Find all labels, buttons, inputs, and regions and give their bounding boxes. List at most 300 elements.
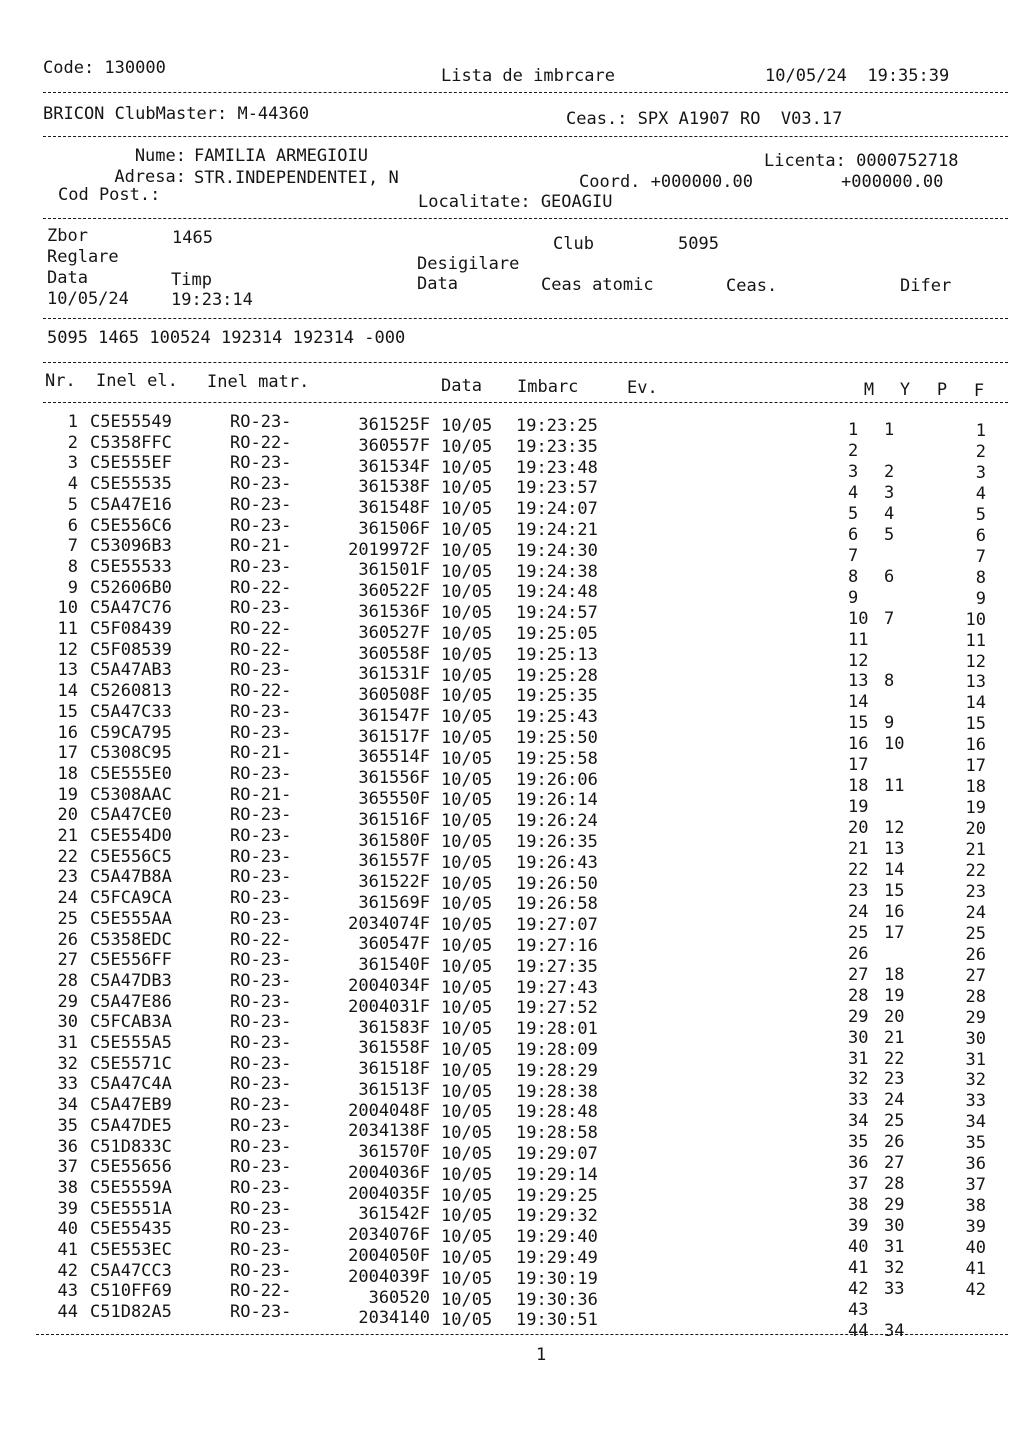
rank-y: 19 <box>884 985 905 1006</box>
basketing-time: 19:24:48 <box>516 582 598 603</box>
locality-label: Localitate: GEOAGIU <box>418 192 613 212</box>
electronic-ring-id: C5FCA9CA <box>90 888 172 909</box>
rank-m: 24 <box>848 901 869 922</box>
basketing-date: 10/05 <box>441 416 493 436</box>
rank-f: 25 <box>965 923 986 944</box>
rank-y: 15 <box>884 880 905 901</box>
electronic-ring-id: C5308C95 <box>90 743 172 764</box>
basketing-date: 10/05 <box>441 624 493 644</box>
ring-number: 361557F <box>358 851 430 872</box>
basketing-date: 10/05 <box>441 665 493 686</box>
rank-y: 12 <box>884 818 905 838</box>
basketing-time: 19:28:01 <box>516 1019 598 1040</box>
rank-y: 6 <box>884 566 895 587</box>
rank-m: 26 <box>848 943 869 964</box>
rank-y: 27 <box>884 1153 905 1174</box>
ring-order-number: 16 <box>57 722 78 743</box>
rank-f: 1 <box>975 421 986 441</box>
clubmaster-label: BRICON ClubMaster: M-44360 <box>43 104 310 124</box>
col-header-f: F <box>973 381 985 401</box>
basketing-time: 19:24:30 <box>516 540 598 561</box>
basketing-time: 19:23:57 <box>516 478 598 499</box>
rank-f: 36 <box>965 1154 986 1175</box>
clock-column-label: Ceas. <box>726 276 778 296</box>
code-label: Code: 130000 <box>43 58 166 78</box>
electronic-ring-id: C51D82A5 <box>90 1302 172 1323</box>
basketing-time: 19:25:28 <box>516 665 598 686</box>
ring-order-number: 11 <box>57 619 78 639</box>
electronic-ring-id: C5E55535 <box>90 474 172 495</box>
ring-prefix: RO-23- <box>230 494 292 515</box>
basketing-time: 19:26:35 <box>516 832 598 852</box>
ring-number: 361536F <box>358 602 430 622</box>
basketing-date: 10/05 <box>441 811 493 832</box>
ring-prefix: RO-23- <box>230 1157 292 1178</box>
postal-code-label: Cod Post.: <box>58 185 161 205</box>
name-label: Nume: <box>134 146 186 166</box>
ring-number: 360527F <box>358 622 430 643</box>
ring-number: 361542F <box>358 1204 430 1225</box>
rank-m: 17 <box>848 755 869 776</box>
ring-prefix: RO-23- <box>230 453 292 474</box>
basketing-time: 19:30:36 <box>516 1289 598 1310</box>
ring-order-number: 42 <box>57 1260 78 1281</box>
ring-order-number: 12 <box>57 639 78 660</box>
ring-order-number: 8 <box>67 556 78 577</box>
electronic-ring-id: C5A47AB3 <box>90 660 172 681</box>
basketing-time: 19:27:16 <box>516 936 598 956</box>
rank-y: 1 <box>884 420 895 440</box>
rank-y: 26 <box>884 1132 905 1153</box>
basketing-date: 10/05 <box>441 1268 493 1289</box>
col-header-date: Data <box>441 376 482 396</box>
basketing-time: 19:24:38 <box>516 561 598 582</box>
rank-y: 11 <box>884 776 905 797</box>
electronic-ring-id: C5A47CE0 <box>90 805 172 826</box>
electronic-ring-id: C5E55533 <box>90 556 172 577</box>
ring-number: 361569F <box>358 892 430 913</box>
ring-number: 361518F <box>358 1059 430 1079</box>
ring-prefix: RO-23- <box>230 556 292 577</box>
rank-f: 30 <box>965 1028 986 1049</box>
ring-number: 361583F <box>358 1017 430 1038</box>
separator-line <box>36 1334 1008 1335</box>
rank-m: 34 <box>848 1111 869 1132</box>
rank-m: 14 <box>848 692 869 713</box>
rank-m: 27 <box>848 964 869 985</box>
name-value: FAMILIA ARMEGIOIU <box>194 146 368 166</box>
rank-y: 29 <box>884 1195 905 1216</box>
basketing-time: 19:26:43 <box>516 852 598 873</box>
ring-order-number: 30 <box>57 1012 78 1033</box>
ring-prefix: RO-23- <box>230 412 292 432</box>
electronic-ring-id: C5A47DE5 <box>90 1115 172 1136</box>
ring-number: 2004039F <box>348 1266 430 1287</box>
electronic-ring-id: C5A47C4A <box>90 1074 172 1095</box>
ring-order-number: 13 <box>57 660 78 681</box>
set-label: Reglare <box>47 247 119 267</box>
basketing-time: 19:24:21 <box>516 520 598 540</box>
rank-m: 10 <box>848 608 869 629</box>
basketing-time: 19:26:14 <box>516 790 598 811</box>
col-header-event: Ev. <box>627 378 658 398</box>
rank-f: 11 <box>965 630 986 651</box>
rank-f: 23 <box>965 881 986 902</box>
ring-number: 365550F <box>358 788 430 809</box>
rank-f: 17 <box>965 756 986 777</box>
ring-order-number: 25 <box>57 908 78 929</box>
basketing-date: 10/05 <box>441 1227 493 1248</box>
basketing-time: 19:25:35 <box>516 686 598 707</box>
rank-f: 35 <box>965 1133 986 1154</box>
electronic-ring-id: C5E55435 <box>90 1219 172 1240</box>
ring-prefix: RO-23- <box>230 1240 292 1260</box>
basketing-time: 19:25:05 <box>516 624 598 644</box>
ring-order-number: 35 <box>57 1115 78 1136</box>
set-date-label: Data <box>47 268 88 288</box>
rank-m: 35 <box>848 1132 869 1153</box>
ring-number: 361547F <box>358 705 430 726</box>
basketing-time: 19:26:58 <box>516 894 598 915</box>
electronic-ring-id: C5E55549 <box>90 412 172 432</box>
ring-prefix: RO-23- <box>230 1198 292 1219</box>
rank-f: 42 <box>965 1279 986 1300</box>
rank-m: 8 <box>848 566 859 587</box>
license-label: Licenta: 0000752718 <box>764 151 959 171</box>
ring-prefix: RO-22- <box>230 639 292 660</box>
unseal-label: Desigilare <box>417 254 520 274</box>
basketing-date: 10/05 <box>441 561 493 582</box>
basketing-time: 19:26:50 <box>516 873 598 894</box>
ring-number: 360520 <box>368 1287 430 1308</box>
electronic-ring-id: C52606B0 <box>90 577 172 598</box>
rank-f: 40 <box>965 1238 986 1258</box>
ring-prefix: RO-23- <box>230 908 292 929</box>
ring-order-number: 36 <box>57 1136 78 1157</box>
basketing-time: 19:23:35 <box>516 436 598 457</box>
rank-f: 33 <box>965 1091 986 1112</box>
ring-order-number: 17 <box>57 743 78 764</box>
ring-number: 2004036F <box>348 1162 430 1183</box>
basketing-time: 19:28:38 <box>516 1081 598 1102</box>
rank-m: 15 <box>848 713 869 734</box>
basketing-date: 10/05 <box>441 1164 493 1185</box>
ring-number: 360557F <box>358 435 430 456</box>
rank-m: 29 <box>848 1006 869 1027</box>
electronic-ring-id: C53096B3 <box>90 536 172 557</box>
basketing-time: 19:25:58 <box>516 748 598 769</box>
rank-m: 22 <box>848 860 869 880</box>
basketing-date: 10/05 <box>441 478 493 499</box>
ring-number: 361540F <box>358 955 430 976</box>
ring-prefix: RO-23- <box>230 515 292 536</box>
electronic-ring-id: C5E554D0 <box>90 826 172 846</box>
ring-number: 361506F <box>358 518 430 539</box>
electronic-ring-id: C5A47B8A <box>90 867 172 888</box>
print-datetime: 10/05/24 19:35:39 <box>765 66 950 86</box>
ring-number: 361534F <box>358 456 430 477</box>
ring-order-number: 27 <box>57 950 78 971</box>
ring-order-number: 34 <box>57 1095 78 1116</box>
rank-y: 4 <box>884 503 895 524</box>
rank-f: 6 <box>975 525 986 546</box>
ring-number: 361501F <box>358 560 430 581</box>
electronic-ring-id: C5E553EC <box>90 1240 172 1260</box>
ring-number: 2034140 <box>358 1308 430 1329</box>
rank-y: 9 <box>884 713 895 734</box>
basketing-date: 10/05 <box>441 457 493 478</box>
electronic-ring-id: C5358EDC <box>90 929 172 950</box>
rank-f: 27 <box>965 965 986 986</box>
electronic-ring-id: C5E556C6 <box>90 515 172 536</box>
clock-label: Ceas.: SPX A1907 RO V03.17 <box>566 109 843 129</box>
basketing-time: 19:29:40 <box>516 1227 598 1248</box>
ring-prefix: RO-22- <box>230 1281 292 1302</box>
rank-f: 39 <box>965 1217 986 1238</box>
rank-m: 13 <box>848 671 869 692</box>
basketing-date: 10/05 <box>441 603 493 624</box>
basketing-time: 19:26:24 <box>516 811 598 832</box>
basketing-date: 10/05 <box>441 1144 493 1164</box>
electronic-ring-id: C5A47EB9 <box>90 1095 172 1116</box>
rank-y: 20 <box>884 1006 905 1027</box>
rank-m: 2 <box>848 440 859 461</box>
ring-number: 361570F <box>358 1142 430 1163</box>
rank-y: 33 <box>884 1278 905 1299</box>
electronic-ring-id: C5F08439 <box>90 619 172 639</box>
rank-f: 19 <box>965 798 986 819</box>
ring-order-number: 2 <box>67 432 78 453</box>
flight-value: 1465 <box>172 228 213 248</box>
basketing-date: 10/05 <box>441 436 493 457</box>
rank-m: 23 <box>848 880 869 901</box>
rank-m: 9 <box>848 587 859 608</box>
basketing-time: 19:30:51 <box>516 1310 598 1331</box>
ring-order-number: 40 <box>57 1219 78 1240</box>
basketing-date: 10/05 <box>441 728 493 748</box>
rank-m: 6 <box>848 524 859 545</box>
ring-number: 361548F <box>358 498 430 519</box>
rank-f: 41 <box>965 1259 986 1279</box>
ring-prefix: RO-23- <box>230 826 292 846</box>
ring-order-number: 39 <box>57 1198 78 1219</box>
electronic-ring-id: C5E555AA <box>90 908 172 929</box>
basketing-date: 10/05 <box>441 520 493 540</box>
ring-number: 360547F <box>358 934 430 955</box>
ring-prefix: RO-23- <box>230 991 292 1012</box>
rank-f: 12 <box>965 651 986 672</box>
basketing-date: 10/05 <box>441 1206 493 1227</box>
basketing-date: 10/05 <box>441 852 493 873</box>
rank-f: 29 <box>965 1007 986 1028</box>
basketing-date: 10/05 <box>441 956 493 977</box>
rank-m: 41 <box>848 1258 869 1278</box>
ring-prefix: RO-23- <box>230 1260 292 1281</box>
rank-f: 3 <box>975 462 986 483</box>
ring-prefix: RO-23- <box>230 763 292 784</box>
ring-order-number: 29 <box>57 991 78 1012</box>
ring-order-number: 9 <box>67 577 78 598</box>
ring-prefix: RO-23- <box>230 722 292 743</box>
rank-y: 25 <box>884 1111 905 1132</box>
ring-order-number: 20 <box>57 805 78 826</box>
rank-f: 20 <box>965 819 986 839</box>
rank-y: 23 <box>884 1069 905 1090</box>
rank-f: 14 <box>965 693 986 714</box>
rank-m: 44 <box>848 1320 869 1341</box>
rank-f: 13 <box>965 672 986 693</box>
ring-prefix: RO-22- <box>230 681 292 702</box>
rank-m: 33 <box>848 1090 869 1111</box>
club-value: 5095 <box>678 234 719 254</box>
rank-y: 21 <box>884 1027 905 1048</box>
rank-f: 15 <box>965 714 986 735</box>
ring-number: 2019972F <box>348 539 430 560</box>
rank-y: 24 <box>884 1090 905 1111</box>
rank-y: 30 <box>884 1216 905 1237</box>
basketing-date: 10/05 <box>441 1102 493 1123</box>
basketing-time: 19:29:25 <box>516 1185 598 1206</box>
rank-m: 19 <box>848 797 869 818</box>
electronic-ring-id: C5A47CC3 <box>90 1260 172 1281</box>
rank-m: 18 <box>848 776 869 797</box>
rank-m: 3 <box>848 461 859 482</box>
rank-y: 18 <box>884 964 905 985</box>
basketing-time: 19:25:50 <box>516 728 598 748</box>
coordinates-second: +000000.00 <box>841 172 944 192</box>
electronic-ring-id: C5F08539 <box>90 639 172 660</box>
basketing-time: 19:27:35 <box>516 956 598 977</box>
electronic-ring-id: C5A47E16 <box>90 494 172 515</box>
rank-m: 7 <box>848 545 859 566</box>
electronic-ring-id: C5A47C76 <box>90 598 172 619</box>
rank-y: 17 <box>884 922 905 943</box>
ring-prefix: RO-23- <box>230 1053 292 1074</box>
basketing-date: 10/05 <box>441 499 493 520</box>
rank-m: 30 <box>848 1027 869 1048</box>
electronic-ring-id: C5260813 <box>90 681 172 702</box>
basketing-date: 10/05 <box>441 686 493 707</box>
ring-order-number: 41 <box>57 1240 78 1260</box>
unseal-date-label: Data <box>417 274 458 294</box>
basketing-date: 10/05 <box>441 769 493 790</box>
rank-m: 39 <box>848 1216 869 1237</box>
basketing-date: 10/05 <box>441 832 493 852</box>
set-date-value: 10/05/24 <box>47 289 129 309</box>
ring-prefix: RO-23- <box>230 950 292 971</box>
basketing-time: 19:27:07 <box>516 915 598 936</box>
basketing-date: 10/05 <box>441 540 493 561</box>
rank-m: 1 <box>848 420 859 440</box>
ring-order-number: 5 <box>67 494 78 515</box>
basketing-time: 19:26:06 <box>516 769 598 790</box>
basketing-time: 19:29:07 <box>516 1144 598 1164</box>
rank-y: 31 <box>884 1237 905 1257</box>
rank-f: 28 <box>965 986 986 1007</box>
ring-number: 2034074F <box>348 913 430 934</box>
ring-order-number: 32 <box>57 1053 78 1074</box>
ring-prefix: RO-23- <box>230 1136 292 1157</box>
coordinates-label: Coord. +000000.00 <box>579 172 753 192</box>
rank-f: 34 <box>965 1112 986 1133</box>
rank-m: 11 <box>848 629 869 650</box>
electronic-ring-id: C5E5571C <box>90 1053 172 1074</box>
basketing-date: 10/05 <box>441 1289 493 1310</box>
basketing-date: 10/05 <box>441 915 493 936</box>
ring-order-number: 1 <box>67 412 78 432</box>
electronic-ring-id: C5E555EF <box>90 453 172 474</box>
ring-prefix: RO-23- <box>230 1177 292 1198</box>
electronic-ring-id: C59CA795 <box>90 722 172 743</box>
ring-prefix: RO-22- <box>230 432 292 453</box>
rank-y: 10 <box>884 734 905 755</box>
ring-prefix: RO-22- <box>230 619 292 639</box>
basketing-date: 10/05 <box>441 873 493 894</box>
col-header-p: P <box>936 380 948 400</box>
separator-line <box>43 362 1008 363</box>
ring-number: 361513F <box>358 1079 430 1100</box>
flight-label: Zbor <box>47 226 88 246</box>
basketing-date: 10/05 <box>441 1310 493 1331</box>
rank-y: 2 <box>884 461 895 482</box>
ring-order-number: 10 <box>57 598 78 619</box>
col-header-basketing: Imbarc <box>517 377 579 397</box>
rank-m: 40 <box>848 1237 869 1257</box>
ring-order-number: 37 <box>57 1157 78 1178</box>
electronic-ring-id: C5FCAB3A <box>90 1012 172 1033</box>
ring-order-number: 6 <box>67 515 78 536</box>
electronic-ring-id: C5358FFC <box>90 432 172 453</box>
ring-order-number: 18 <box>57 763 78 784</box>
ring-order-number: 15 <box>57 701 78 722</box>
ring-order-number: 28 <box>57 970 78 991</box>
ring-order-number: 4 <box>67 474 78 495</box>
rank-f: 31 <box>965 1049 986 1070</box>
basketing-date: 10/05 <box>441 1040 493 1060</box>
electronic-ring-id: C5308AAC <box>90 784 172 805</box>
rank-f: 21 <box>965 840 986 860</box>
rank-f: 18 <box>965 777 986 798</box>
document-title: Lista de imbrcare <box>441 66 615 86</box>
ring-prefix: RO-22- <box>230 929 292 950</box>
address-value: STR.INDEPENDENTEI, N <box>194 168 399 188</box>
ring-order-number: 44 <box>57 1302 78 1323</box>
rank-m: 43 <box>848 1299 869 1320</box>
electronic-ring-id: C5A47DB3 <box>90 970 172 991</box>
ring-number: 2004050F <box>348 1246 430 1266</box>
rank-m: 25 <box>848 922 869 943</box>
rank-m: 37 <box>848 1174 869 1195</box>
ring-prefix: RO-23- <box>230 1219 292 1240</box>
ring-number: 361558F <box>358 1038 430 1059</box>
ring-number: 361538F <box>358 477 430 498</box>
ring-prefix: RO-23- <box>230 598 292 619</box>
rank-y: 13 <box>884 839 905 859</box>
rank-m: 4 <box>848 482 859 503</box>
rank-f: 16 <box>965 735 986 756</box>
electronic-ring-id: C5E555A5 <box>90 1033 172 1053</box>
ring-number: 2034138F <box>348 1121 430 1142</box>
electronic-ring-id: C51D833C <box>90 1136 172 1157</box>
separator-line <box>43 92 1008 93</box>
basketing-time: 19:24:07 <box>516 499 598 520</box>
ring-order-number: 33 <box>57 1074 78 1095</box>
ring-prefix: RO-23- <box>230 660 292 681</box>
ring-order-number: 24 <box>57 888 78 909</box>
basketing-time: 19:23:25 <box>516 416 598 436</box>
basketing-time: 19:30:19 <box>516 1268 598 1289</box>
rank-y: 22 <box>884 1048 905 1069</box>
